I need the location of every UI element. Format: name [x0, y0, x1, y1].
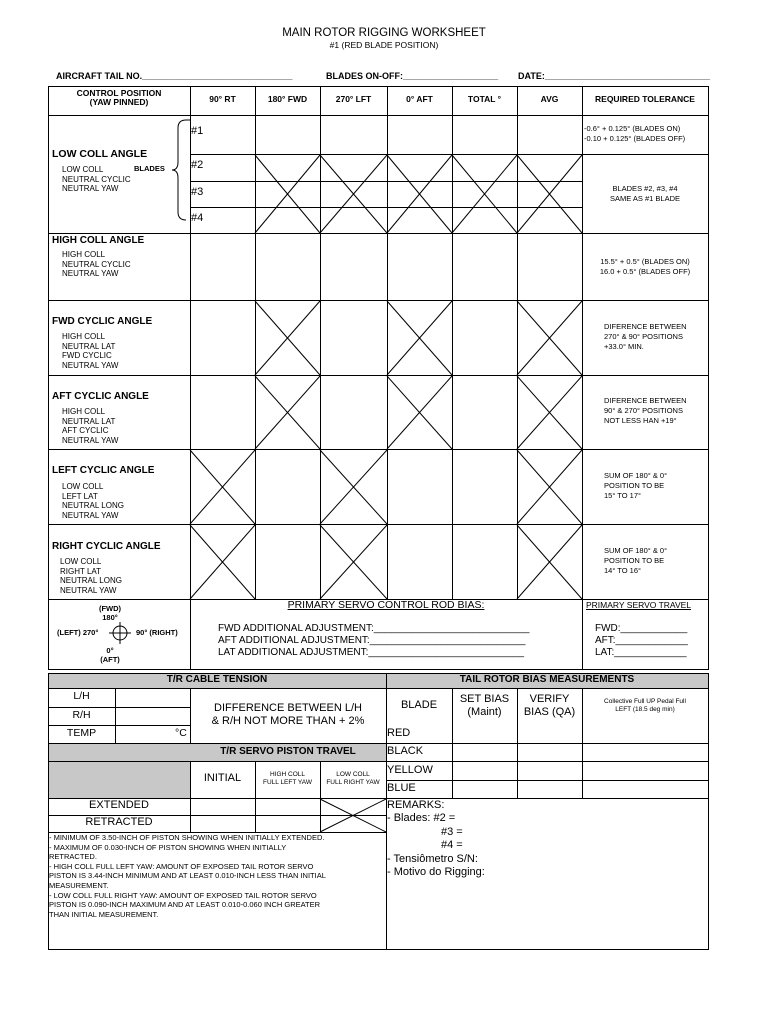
collective-pedal-header: Collective Full UP Pedal Full LEFT (18.5 deg min): [604, 698, 686, 714]
set-bias-header: SET BIAS (Maint): [459, 693, 510, 719]
servo-notes: - MINIMUM OF 3.50-INCH OF PISTON SHOWING WHEN INITIALLY EXTENDED. - MAXIMUM OF 0.030-INCH OF PISTON SHOWING WHEN INITIALLY RETRACTED. - HIGH COLL FULL LEFT YAW: AMOUNT OF EXPOSED TAIL ROTOR SERVO PISTON IS 3.44-INCH MINIMUM AND AT LEAST 0.010-INCH LESS THAN INITIAL MEASUREMENT. - LOW COLL FULL RIGHT YAW: AMOUNT OF EXPOSED TAIL ROTOR SERVO PISTON IS 0.090-INCH MAXIMUM AND AT LEAST 0.010-0.060 INCH GREATER THAN INITIAL MEASUREMENT.: [49, 833, 326, 919]
lh-label: L/H: [73, 690, 90, 702]
aft-cyclic-tolerance: DIFERENCE BETWEEN 90° & 270° POSITIONS NOT LESS HAN +19°: [604, 396, 687, 425]
fwd-cyclic-title: FWD CYCLIC ANGLE: [52, 316, 153, 327]
tr-bias-title: TAIL ROTOR BIAS MEASUREMENTS: [459, 674, 635, 685]
fwd-cyclic-tolerance: DIFERENCE BETWEEN 270° & 90° POSITIONS +33.0° MIN.: [604, 322, 687, 351]
low-coll-tolerance: -0.6° + 0.125° (BLADES ON) -0.10 + 0.125° (BLADES OFF): [584, 124, 686, 143]
high-coll-tolerance: 15.5° + 0.5° (BLADES ON) 16.0 + 0.5° (BLADES OFF): [599, 257, 691, 276]
right-cyclic-tolerance: SUM OF 180° & 0° POSITION TO BE 14° TO 16°: [604, 546, 668, 575]
lat-adjustment-field[interactable]: LAT ADDITIONAL ADJUSTMENT:____________________________: [218, 647, 525, 658]
blade-4-label: #4: [191, 212, 204, 224]
high-coll-title: HIGH COLL ANGLE: [52, 235, 145, 246]
fwd-adjustment-field[interactable]: FWD ADDITIONAL ADJUSTMENT:____________________________: [218, 623, 530, 634]
low-coll-title: LOW COLL ANGLE: [52, 148, 148, 160]
col-control-position: CONTROL POSITION (YAW PINNED): [76, 88, 162, 107]
remarks-blades[interactable]: - Blades: #2 =: [387, 812, 456, 824]
left-cyclic-conditions: LOW COLL LEFT LAT NEUTRAL LONG NEUTRAL YAW: [62, 482, 124, 520]
date-field[interactable]: DATE:_________________________________: [518, 71, 711, 81]
blades-2-4-tolerance: BLADES #2, #3, #4 SAME AS #1 BLADE: [609, 184, 681, 203]
blade-2-label: #2: [191, 159, 204, 171]
col-0-aft: 0° AFT: [406, 94, 433, 104]
temp-unit: °C: [175, 727, 187, 739]
blade-yellow: YELLOW: [387, 764, 433, 776]
retracted-label: RETRACTED: [85, 816, 153, 828]
low-coll-yaw-header: LOW COLL FULL RIGHT YAW: [326, 771, 380, 787]
high-coll-conditions: HIGH COLL NEUTRAL CYCLIC NEUTRAL YAW: [62, 250, 131, 279]
blade-3-label: #3: [191, 186, 204, 198]
travel-fwd-field[interactable]: FWD:____________: [595, 623, 688, 634]
col-avg: AVG: [540, 94, 559, 104]
blades-on-off-field[interactable]: BLADES ON-OFF:___________________: [326, 71, 499, 81]
aft-cyclic-conditions: HIGH COLL NEUTRAL LAT AFT CYCLIC NEUTRAL YAW: [62, 407, 119, 445]
left-cyclic-title: LEFT CYCLIC ANGLE: [52, 465, 155, 476]
aircraft-tail-field[interactable]: AIRCRAFT TAIL NO.______________________________: [56, 71, 293, 81]
right-cyclic-conditions: LOW COLL RIGHT LAT NEUTRAL LONG NEUTRAL YAW: [60, 557, 122, 595]
travel-aft-field[interactable]: AFT:_____________: [595, 635, 688, 646]
compass-left: (LEFT) 270°: [57, 628, 99, 637]
remarks-motivo[interactable]: - Motivo do Rigging:: [387, 866, 485, 878]
right-cyclic-title: RIGHT CYCLIC ANGLE: [52, 541, 161, 552]
remarks-tensiometro[interactable]: - Tensiômetro S/N:: [387, 853, 478, 865]
remarks-title: REMARKS:: [387, 799, 445, 811]
initial-header: INITIAL: [203, 772, 242, 784]
blade-red: RED: [387, 727, 411, 739]
tr-servo-title: T/R SERVO PISTON TRAVEL: [220, 746, 356, 757]
high-coll-yaw-header: HIGH COLL FULL LEFT YAW: [262, 771, 312, 787]
aft-adjustment-field[interactable]: AFT ADDITIONAL ADJUSTMENT:____________________________: [218, 635, 526, 646]
blade-1-label: #1: [191, 125, 204, 137]
low-coll-conditions: LOW COLL NEUTRAL CYCLIC NEUTRAL YAW: [62, 165, 131, 194]
extended-label: EXTENDED: [89, 799, 149, 811]
travel-lat-field[interactable]: LAT:_____________: [595, 647, 687, 658]
verify-bias-header: VERIFY BIAS (QA): [523, 693, 576, 719]
temp-label: TEMP: [66, 727, 97, 739]
cable-difference-note: DIFFERENCE BETWEEN L/H & R/H NOT MORE THAN + 2%: [211, 702, 365, 728]
page-title: MAIN ROTOR RIGGING WORKSHEET: [282, 27, 486, 39]
bias-blade-header: BLADE: [400, 699, 438, 711]
blade-black: BLACK: [387, 745, 424, 757]
aft-cyclic-title: AFT CYCLIC ANGLE: [52, 391, 149, 402]
col-total: TOTAL °: [467, 94, 502, 104]
compass-fwd: (FWD) 180°: [98, 604, 122, 622]
compass-aft: 0° (AFT): [100, 646, 120, 664]
col-90-rt: 90° RT: [209, 94, 236, 104]
remarks-blade-4[interactable]: #4 =: [441, 839, 463, 851]
remarks-blade-3[interactable]: #3 =: [441, 826, 463, 838]
rh-label: R/H: [72, 709, 91, 721]
col-required-tolerance: REQUIRED TOLERANCE: [595, 94, 695, 104]
blades-label: BLADES: [134, 164, 165, 173]
compass-right: 90° (RIGHT): [136, 628, 178, 637]
col-180-fwd: 180° FWD: [267, 94, 308, 104]
blocked-cells-low-coll: [255, 155, 582, 233]
page-subtitle: #1 (RED BLADE POSITION): [329, 40, 439, 50]
tr-cable-title: T/R CABLE TENSION: [166, 674, 268, 685]
fwd-cyclic-conditions: HIGH COLL NEUTRAL LAT FWD CYCLIC NEUTRAL YAW: [62, 332, 119, 370]
servo-bias-title: PRIMARY SERVO CONTROL ROD BIAS:: [287, 599, 485, 611]
left-cyclic-tolerance: SUM OF 180° & 0° POSITION TO BE 15° TO 17°: [604, 471, 668, 500]
servo-travel-title: PRIMARY SERVO TRAVEL: [586, 600, 692, 610]
blade-blue: BLUE: [387, 782, 416, 794]
col-270-lft: 270° LFT: [335, 94, 372, 104]
